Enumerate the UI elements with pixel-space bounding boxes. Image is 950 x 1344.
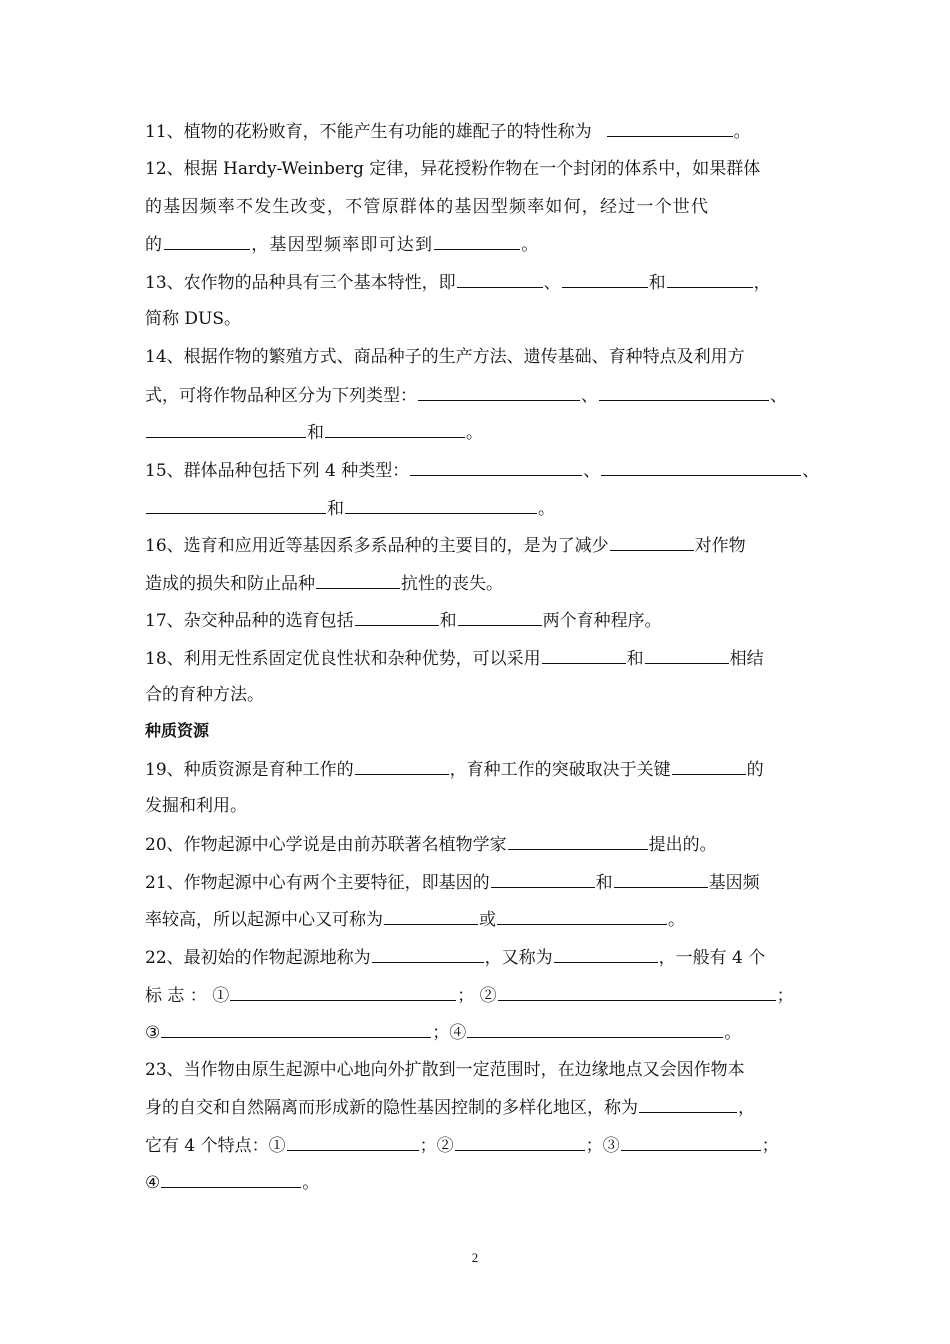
question-16-line-1 (145, 533, 746, 557)
answer-blank[interactable] (610, 533, 694, 551)
text: 、 (802, 461, 820, 481)
text: 和 (307, 423, 324, 443)
text: 、 (543, 273, 561, 293)
text: 基因频 (708, 873, 760, 893)
answer-blank[interactable] (455, 1133, 585, 1151)
text: 11、植物的花粉败育，不能产生有功能的雄配子的特性称为 (145, 122, 592, 142)
text: ； (776, 986, 794, 1006)
question-16-line-2 (145, 571, 503, 595)
question-22-line-1 (145, 945, 765, 969)
text: 提出的。 (648, 835, 717, 855)
text: 式，可将作物品种区分为下列类型： (145, 386, 417, 406)
answer-blank[interactable] (672, 757, 746, 775)
question-14-line-3 (145, 420, 483, 444)
text: 合的育种方法。 (145, 685, 264, 705)
text: 身的自交和自然隔离而形成新的隐性基因控制的多样化地区，称为 (145, 1098, 638, 1118)
question-18-line-2 (145, 683, 264, 707)
answer-blank[interactable] (418, 383, 580, 401)
text: 、 (581, 386, 598, 406)
question-19-line-2 (145, 794, 247, 818)
question-23-line-2 (145, 1095, 755, 1119)
text: ，又称为 (484, 948, 553, 968)
answer-blank[interactable] (554, 945, 658, 963)
answer-blank[interactable] (639, 1095, 737, 1113)
answer-blank[interactable] (345, 496, 537, 514)
text: ，育种工作的突破取决于关键 (449, 760, 671, 780)
question-17 (145, 608, 662, 632)
text: 22、最初始的作物起源地称为 (145, 948, 371, 968)
text: 、 (770, 386, 787, 406)
answer-blank[interactable] (607, 119, 733, 137)
text: 。 (302, 1173, 320, 1193)
answer-blank[interactable] (161, 1170, 301, 1188)
text: 。 (668, 910, 685, 930)
question-14-line-1 (145, 345, 745, 369)
answer-blank[interactable] (601, 458, 801, 476)
text: 17、杂交种品种的选育包括 (145, 611, 354, 631)
text: 和 (327, 499, 344, 519)
answer-blank[interactable] (467, 1020, 723, 1038)
question-13-line-1 (145, 270, 771, 294)
text: 16、选育和应用近等基因系多系品种的主要目的，是为了减少 (145, 536, 609, 556)
question-19-line-1 (145, 757, 764, 781)
text: 13、农作物的品种具有三个基本特性，即 (145, 273, 456, 293)
question-12-line-1 (145, 157, 760, 181)
text: 的 (746, 760, 764, 780)
text: 相结 (729, 649, 764, 669)
text: ④ (145, 1173, 161, 1193)
text: 23、当作物由原生起源中心地向外扩散到一定范围时，在边缘地点又会因作物本 (145, 1060, 745, 1080)
text: 18、利用无性系固定优良性状和杂种优势，可以采用 (145, 649, 541, 669)
answer-blank[interactable] (457, 270, 543, 288)
text: 。 (733, 122, 751, 142)
answer-blank[interactable] (614, 870, 708, 888)
text: 和 (626, 649, 644, 669)
text: ；② (419, 1136, 454, 1156)
answer-blank[interactable] (146, 496, 326, 514)
question-23-line-4 (145, 1170, 319, 1194)
question-22-line-3 (145, 1020, 741, 1044)
question-21-line-2 (145, 907, 685, 931)
section-title: 种质资源 (145, 721, 210, 740)
text: ，基因型频率即可达到 (251, 235, 434, 255)
answer-blank[interactable] (621, 1133, 761, 1151)
answer-blank[interactable] (164, 232, 250, 250)
text: 。 (538, 499, 555, 519)
answer-blank[interactable] (498, 983, 776, 1001)
answer-blank[interactable] (230, 983, 456, 1001)
question-18-line-1 (145, 646, 764, 670)
question-12-line-3 (145, 232, 539, 256)
text: 率较高，所以起源中心又可称为 (145, 910, 383, 930)
answer-blank[interactable] (667, 270, 753, 288)
answer-blank[interactable] (161, 1020, 431, 1038)
text: ； ② (457, 986, 497, 1006)
text: 20、作物起源中心学说是由前苏联著名植物学家 (145, 835, 507, 855)
answer-blank[interactable] (458, 608, 542, 626)
text: 。 (521, 235, 540, 255)
question-13-line-2 (145, 307, 241, 331)
text: 和 (439, 611, 457, 631)
text: 发掘和利用。 (145, 796, 247, 816)
answer-blank[interactable] (542, 646, 626, 664)
answer-blank[interactable] (497, 907, 667, 925)
text: ， (753, 273, 771, 293)
question-22-line-2 (145, 983, 794, 1007)
text: ；③ (585, 1136, 620, 1156)
text: 14、根据作物的繁殖方式、商品种子的生产方法、遗传基础、育种特点及利用方 (145, 347, 745, 367)
question-23-line-3 (145, 1133, 779, 1157)
answer-blank[interactable] (325, 420, 465, 438)
text: ，一般有 4 个 (658, 948, 766, 968)
answer-blank[interactable] (562, 270, 648, 288)
text: 对作物 (694, 536, 746, 556)
text: 和 (595, 873, 613, 893)
question-21-line-1 (145, 870, 760, 894)
text: 或 (479, 910, 496, 930)
answer-blank[interactable] (434, 232, 520, 250)
question-14-line-2 (145, 383, 787, 407)
text: 它有 4 个特点：① (145, 1136, 286, 1156)
answer-blank[interactable] (384, 907, 478, 925)
question-15-line-2 (145, 496, 555, 520)
text: 12、根据 Hardy-Weinberg 定律，异花授粉作物在一个封闭的体系中，如果群体 (145, 159, 761, 179)
text: 15、群体品种包括下列 4 种类型： (145, 461, 410, 481)
text: 。 (466, 423, 483, 443)
answer-blank[interactable] (355, 757, 449, 775)
text: 、 (583, 461, 601, 481)
text: 。 (724, 1023, 742, 1043)
text: ， (738, 1098, 755, 1118)
section-heading (145, 719, 209, 743)
question-15-line-1 (145, 458, 819, 482)
answer-blank[interactable] (316, 571, 400, 589)
text: 造成的损失和防止品种 (145, 574, 315, 594)
text: 19、种质资源是育种工作的 (145, 760, 354, 780)
page-number: 2 (471, 1250, 479, 1265)
question-12-line-2 (145, 195, 709, 219)
text: ；④ (432, 1023, 467, 1043)
answer-blank[interactable] (146, 420, 306, 438)
answer-blank[interactable] (410, 458, 582, 476)
answer-blank[interactable] (287, 1133, 419, 1151)
text: 的 (145, 235, 164, 255)
text: 21、作物起源中心有两个主要特征，即基因的 (145, 873, 490, 893)
answer-blank[interactable] (491, 870, 595, 888)
answer-blank[interactable] (599, 383, 769, 401)
text: 两个育种程序。 (542, 611, 662, 631)
answer-blank[interactable] (508, 832, 648, 850)
answer-blank[interactable] (355, 608, 439, 626)
answer-blank[interactable] (372, 945, 484, 963)
text: 抗性的丧失。 (401, 574, 503, 594)
text: 简称 DUS。 (145, 309, 242, 329)
question-23-line-1 (145, 1058, 745, 1082)
text: ③ (145, 1023, 161, 1043)
text: 标 志 ： ① (145, 986, 230, 1006)
text: 的基因频率不发生改变，不管原群体的基因型频率如何，经过一个世代 (145, 197, 710, 217)
question-11 (145, 119, 751, 143)
question-20 (145, 832, 717, 856)
text: ； (761, 1136, 779, 1156)
text: 和 (648, 273, 666, 293)
answer-blank[interactable] (645, 646, 729, 664)
